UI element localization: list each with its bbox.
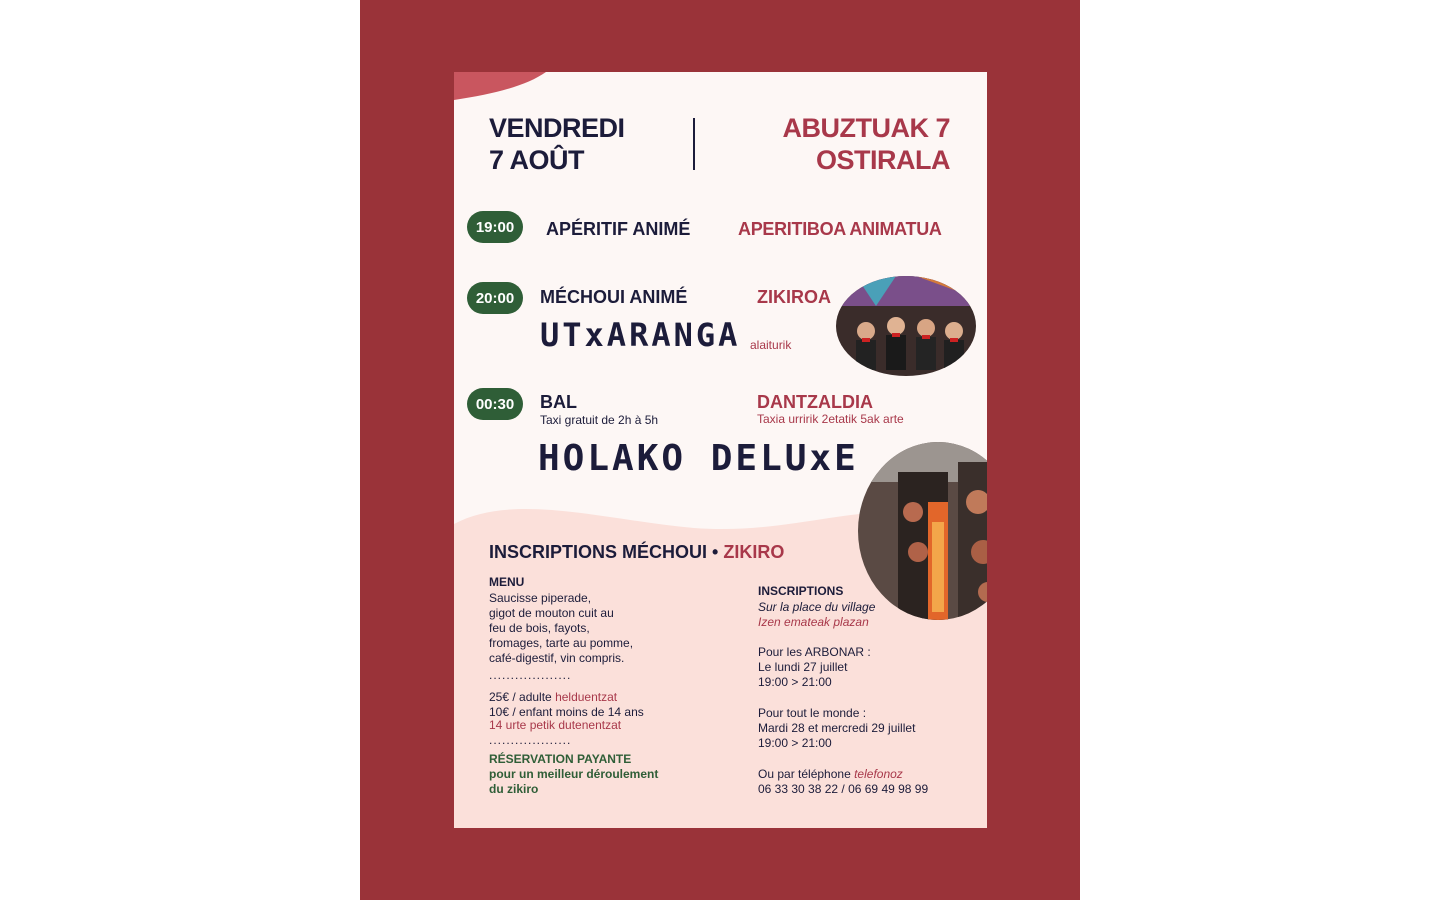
inscriptions-title <box>489 542 784 563</box>
arbonar-block <box>758 645 871 690</box>
inscriptions-title-eu: ZIKIRO <box>723 542 785 562</box>
phone-label-fr: Ou par téléphone <box>758 767 851 781</box>
right-inscriptions-label: INSCRIPTIONS <box>758 584 844 598</box>
band-holako-deluxe: HOLAKO DELUxE <box>538 438 859 479</box>
arbonar-date: Le lundi 27 juillet <box>758 660 848 674</box>
phone-label-eu: telefonoz <box>854 767 903 781</box>
arbonar-label: Pour les ARBONAR : <box>758 645 871 659</box>
inscriptions-title-fr: INSCRIPTIONS MÉCHOUI <box>489 542 708 562</box>
reservation-line: RÉSERVATION PAYANTE <box>489 752 632 766</box>
monde-block <box>758 706 915 751</box>
menu-line: feu de bois, fayots, <box>489 621 590 635</box>
bal-fr: BAL <box>540 392 577 412</box>
phone-block <box>758 767 928 797</box>
menu-line: fromages, tarte au pomme, <box>489 636 634 650</box>
inscriptions-title-sep: • <box>712 542 719 562</box>
place-fr: Sur la place du village <box>758 600 876 614</box>
monde-date: Mardi 28 et mercredi 29 juillet <box>758 721 916 735</box>
monde-time: 19:00 > 21:00 <box>758 736 832 750</box>
price-adult: 25€ / adulte <box>489 690 552 704</box>
bal-fr-sub: Taxi gratuit de 2h à 5h <box>540 413 659 427</box>
band-photo <box>836 276 976 376</box>
menu-line: Saucisse piperade, <box>489 591 592 605</box>
price-dots: ................... <box>489 733 572 747</box>
mechoui-fr: MÉCHOUI ANIMÉ <box>540 287 688 307</box>
mechoui-eu: ZIKIROA <box>757 287 831 307</box>
menu-line: gigot de mouton cuit au <box>489 606 614 620</box>
header-eu <box>783 112 951 176</box>
event-poster <box>454 72 987 828</box>
arbonar-time: 19:00 > 21:00 <box>758 675 832 689</box>
bal-eu: DANTZALDIA <box>757 392 873 412</box>
band-note: alaiturik <box>750 338 792 352</box>
header-eu-line2: OSTIRALA <box>816 145 950 175</box>
price-child-eu: 14 urte petik dutenentzat <box>489 718 622 732</box>
header-fr-line2: 7 AOÛT <box>489 145 585 175</box>
menu-label: MENU <box>489 575 525 589</box>
band-utxaranga: UTxARANGA <box>540 316 741 354</box>
reservation-note <box>489 752 658 797</box>
reservation-line: pour un meilleur déroulement <box>489 767 659 781</box>
bal-eu-sub: Taxia urririk 2etatik 5ak arte <box>757 412 904 426</box>
monde-label: Pour tout le monde : <box>758 706 867 720</box>
header-eu-line1: ABUZTUAK 7 <box>782 113 950 143</box>
menu-text <box>489 591 633 666</box>
time-badge-mechoui: 20:00 <box>467 282 523 314</box>
header-divider <box>693 118 695 170</box>
reservation-line: du zikiro <box>489 782 539 796</box>
header-fr-line1: VENDREDI <box>489 113 625 143</box>
time-badge-apero: 19:00 <box>467 211 523 243</box>
apero-eu: APERITIBOA ANIMATUA <box>738 219 942 239</box>
phone-numbers: 06 33 30 38 22 / 06 69 49 98 99 <box>758 782 929 796</box>
prices <box>489 690 644 733</box>
menu-line: café-digestif, vin compris. <box>489 651 625 665</box>
apero-fr: APÉRITIF ANIMÉ <box>546 219 691 239</box>
menu-dots: ................... <box>489 668 572 682</box>
price-adult-eu: helduentzat <box>555 690 618 704</box>
place-eu: Izen emateak plazan <box>758 615 869 629</box>
header-fr <box>489 112 625 176</box>
price-child: 10€ / enfant moins de 14 ans <box>489 705 644 719</box>
time-badge-bal: 00:30 <box>467 388 523 420</box>
